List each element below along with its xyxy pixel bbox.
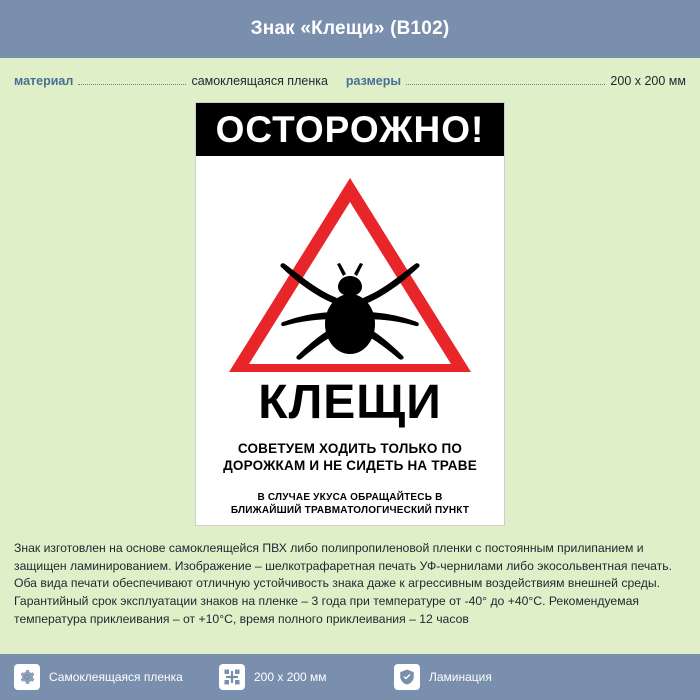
poster-main-word: КЛЕЩИ bbox=[258, 376, 442, 430]
spec-size-value: 200 x 200 мм bbox=[610, 74, 686, 88]
gear-icon bbox=[14, 664, 40, 690]
spec-row bbox=[0, 58, 700, 88]
spec-material-dots bbox=[78, 84, 186, 85]
poster-warning-text: ОСТОРОЖНО! bbox=[215, 108, 485, 150]
poster-note bbox=[231, 491, 469, 517]
product-description: Знак изготовлен на основе самоклеящейся ПВХ либо полипропиленовой пленки с постоянным прилипанием и защищен ламинированием. Изображение – шелкотрафаретная печать УФ-чернилами либо экосольвентная печать. Оба вида печати обеспечивают отличную устойчивость знака даже к агрессивным воздействиям внешней среды. Гарантийный срок эксплуатации знаков на пленке – 3 года при температуре от -40° до +40°С. Рекомендуемая температура приклеивания – от +10°С, время полного приклеивания – 12 часов bbox=[14, 541, 672, 626]
poster-note-line-1: В СЛУЧАЕ УКУСА ОБРАЩАЙТЕСЬ В bbox=[257, 492, 443, 503]
poster-subtext-line-1: СОВЕТУЕМ ХОДИТЬ ТОЛЬКО ПО bbox=[237, 441, 463, 457]
poster-subtext-line-2: ДОРОЖКАМ И НЕ СИДЕТЬ НА ТРАВЕ bbox=[223, 458, 477, 474]
poster-preview[interactable] bbox=[0, 102, 700, 526]
footer-item-lamination-label: Ламинация bbox=[429, 670, 492, 684]
page-header bbox=[0, 0, 700, 58]
spec-size-label: размеры bbox=[345, 74, 402, 88]
poster-subtext bbox=[223, 441, 477, 475]
footer-item-size-label: 200 x 200 мм bbox=[254, 670, 327, 684]
spec-material-label: материал bbox=[14, 74, 74, 88]
footer-item-material-label: Самоклеящаяся пленка bbox=[49, 670, 183, 684]
page-title: Знак «Клещи» (В102) bbox=[250, 18, 450, 39]
footer-bar bbox=[0, 654, 700, 700]
spec-material-value: самоклеящаяся пленка bbox=[191, 74, 328, 88]
spec-size-dots bbox=[406, 84, 605, 85]
poster-header-band bbox=[196, 103, 504, 156]
tick-warning-triangle-icon bbox=[225, 172, 475, 377]
shield-icon bbox=[394, 664, 420, 690]
footer-item-lamination[interactable] bbox=[380, 664, 502, 690]
poster-note-line-2: БЛИЖАЙШИЙ ТРАВМАТОЛОГИЧЕСКИЙ ПУНКТ bbox=[230, 505, 470, 516]
spec-size bbox=[346, 74, 686, 88]
footer-item-size[interactable] bbox=[205, 664, 380, 690]
sign-poster bbox=[195, 102, 505, 526]
footer-item-material[interactable] bbox=[0, 664, 205, 690]
resize-icon bbox=[219, 664, 245, 690]
poster-body bbox=[196, 156, 504, 525]
spec-material bbox=[14, 74, 328, 88]
